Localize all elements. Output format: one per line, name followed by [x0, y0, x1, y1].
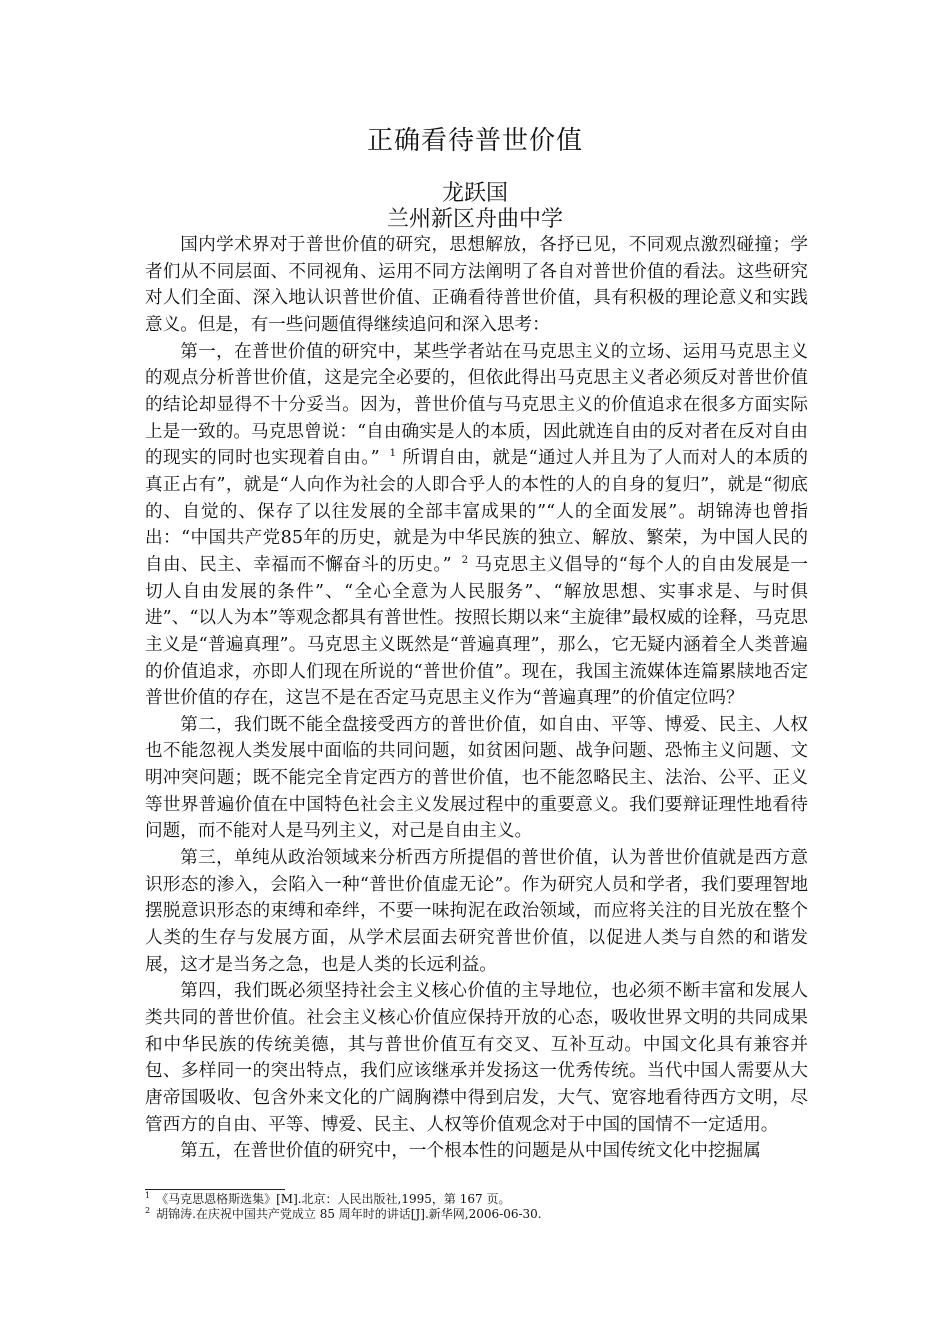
paragraph-fourth: 第四，我们既必须坚持社会主义核心价值的主导地位，也必须不断丰富和发展人类共同的普世价值。社会主义核心价值应保持开放的心态，吸收世界文明的共同成果和中华民族的传统美德，其与普世价值互有交叉、互补互动。中国文化具有兼容并包、多样同一的突出特点，我们应该继承并发扬这一优秀传统。当代中国人需要从大唐帝国吸收、包含外来文化的广阔胸襟中得到启发，大气、宽容地看待西方文明，尽管西方的自由、平等、博爱、民主、人权等价值观念对于中国的国情不一定适用。	[145, 981, 808, 1135]
footnotes	[145, 1192, 808, 1222]
footnote-reference-2[interactable]: 2	[461, 555, 469, 567]
footnote-text: 胡锦涛.在庆祝中国共产党成立 85 周年时的讲话[J].新华网,2006-06-30.	[156, 1207, 542, 1221]
paragraph-text: 马克思主义倡导的“每个人的自由发展是一切人自由发展的条件”、“全心全意为人民服务”、“解放思想、实事求是、与时俱进”、“以人为本”等观念都具有普世性。按照长期以来“主旋律”最权威的诠释，马克思主义是“普遍真理”。马克思主义既然是“普遍真理”，那么，它无疑内涵着全人类普遍的价值追求，亦即人们现在所说的“普世价值”。现在，我国主流媒体连篇累牍地否定普世价值的存在，这岂不是在否定马克思主义作为“普遍真理”的价值定位吗？	[145, 554, 809, 709]
paragraph-fifth: 第五，在普世价值的研究中，一个根本性的问题是从中国传统文化中挖掘属	[180, 1141, 761, 1162]
footnote-reference-1[interactable]: 1	[389, 448, 396, 460]
paragraph-intro: 国内学术界对于普世价值的研究，思想解放，各抒已见，不同观点激烈碰撞；学者们从不同层面、不同视角、运用不同方法阐明了各自对普世价值的看法。这些研究对人们全面、深入地认识普世价值、正确看待普世价值，具有积极的理论意义和实践意义。但是，有一些问题值得继续追问和深入思考：	[145, 235, 808, 335]
document-title: 正确看待普世价值	[366, 126, 583, 156]
footnote-2	[145, 1207, 808, 1222]
footnote-number: 2	[145, 1206, 151, 1215]
footnote-divider	[145, 1189, 285, 1190]
footnote-text: 《马克思恩格斯选集》[M].北京：人民出版社,1995，第 167 页。	[156, 1192, 511, 1206]
footnote-number: 1	[145, 1191, 151, 1200]
author-affiliation: 兰州新区舟曲中学	[386, 207, 563, 232]
paragraph-text: 所谓自由，就是“通过人并且为了人而对人的本质的真正占有”，就是“人向作为社会的人即合乎人的本性的人的自身的复归”，就是“彻底的、自觉的、保存了以往发展的全部丰富成果的”“人的全面发展”。胡锦涛也曾指出：“中国共产党85年的历史，就是为中华民族的独立、解放、繁荣，为中国人民的自由、民主、幸福而不懈奋斗的历史。”	[145, 448, 808, 575]
paragraph-third: 第三，单纯从政治领域来分析西方所提倡的普世价值，认为普世价值就是西方意识形态的渗入，会陷入一种“普世价值虚无论”。作为研究人员和学者，我们要理智地摆脱意识形态的束缚和牵绊，不要一味拘泥在政治领域，而应将关注的目光放在整个人类的生存与发展方面，从学术层面去研究普世价值，以促进人类与自然的和谐发展，这才是当务之急，也是人类的长远利益。	[145, 848, 808, 975]
author-name: 龙跃国	[441, 181, 508, 206]
paragraph-text: 第一，在普世价值的研究中，某些学者站在马克思主义的立场、运用马克思主义的观点分析普世价值，这是完全必要的，但依此得出马克思主义者必须反对普世价值的结论却显得不十分妥当。因为，普世价值与马克思主义的价值追求在很多方面实际上是一致的。马克思曾说：“自由确实是人的本质，因此就连自由的反对者在反对自由的现实的同时也实现着自由。”	[145, 341, 808, 469]
body-text	[145, 232, 808, 1165]
paragraph-first	[145, 339, 808, 712]
footnote-1	[145, 1192, 808, 1207]
paragraph-second: 第二，我们既不能全盘接受西方的普世价值，如自由、平等、博爱、民主、人权也不能忽视人类发展中面临的共同问题，如贫困问题、战争问题、恐怖主义问题、文明冲突问题；既不能完全肯定西方的普世价值，也不能忽略民主、法治、公平、正义等世界普遍价值在中国特色社会主义发展过程中的重要意义。我们要辩证理性地看待问题，而不能对人是马列主义，对己是自由主义。	[145, 714, 808, 842]
